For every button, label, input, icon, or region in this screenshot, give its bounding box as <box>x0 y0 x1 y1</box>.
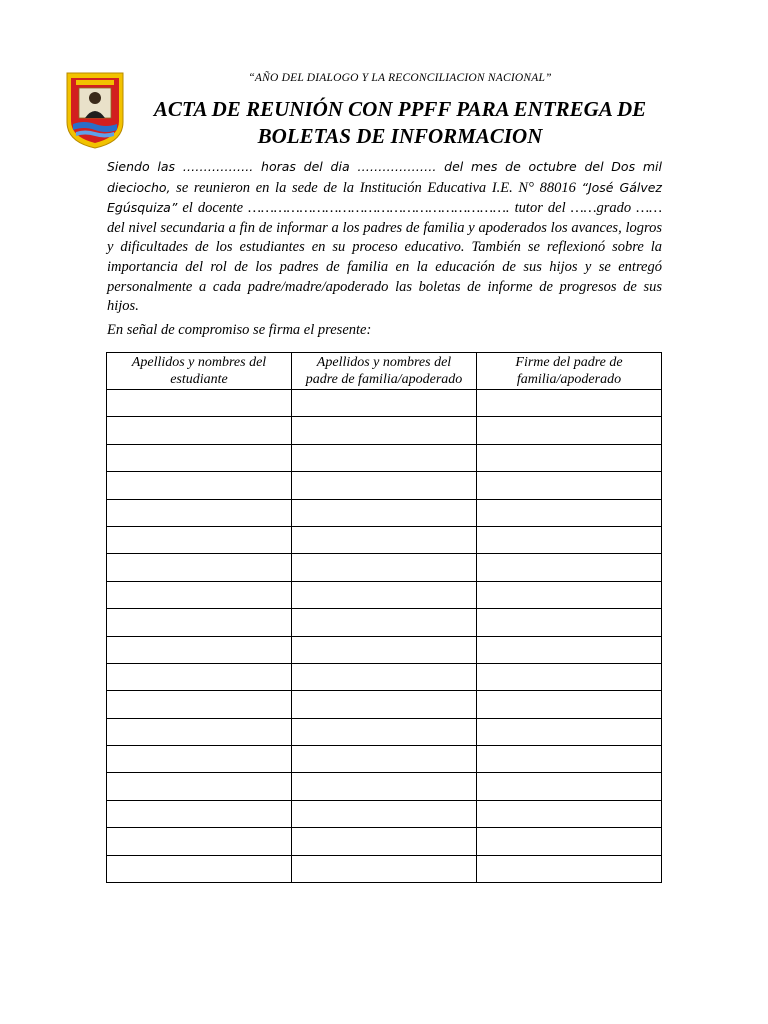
table-cell[interactable] <box>107 718 292 745</box>
signature-table <box>106 352 662 883</box>
document-title <box>130 96 670 150</box>
table-row <box>107 609 662 636</box>
table-cell[interactable] <box>107 773 292 800</box>
table-cell[interactable] <box>292 855 477 882</box>
table-row <box>107 663 662 690</box>
table-cell[interactable] <box>292 800 477 827</box>
table-cell[interactable] <box>292 636 477 663</box>
table-cell[interactable] <box>477 444 662 471</box>
column-header-student: Apellidos y nombres del estudiante <box>107 353 292 390</box>
paragraph-segment-2: se reunieron en la sede de la Institución Educativa I.E. N° 88016 <box>170 179 582 196</box>
table-cell[interactable] <box>107 663 292 690</box>
table-cell[interactable] <box>477 800 662 827</box>
table-cell[interactable] <box>477 746 662 773</box>
table-cell[interactable] <box>292 746 477 773</box>
paragraph-segment-1: Siendo las …………….. horas del dia ………………. del mes de octubre del Dos mil dieciocho, <box>107 159 662 195</box>
column-header-signature: Firme del padre de familia/apoderado <box>477 353 662 390</box>
paragraph-segment-4: el docente ……………………………………………………. tutor del ……grado …… del nivel secundaria a fin de informar a los padres de familia y apoderados los avances, logros y dificultades de los estudiantes en su proceso educativo. También se reflexionó sobre la importancia del rol de los padres de familia en la educación de sus hijos y se entregó personalmente a cada padre/madre/apoderado las boletas de informe de progresos de sus hijos. <box>107 200 662 315</box>
year-motto: “AÑO DEL DIALOGO Y LA RECONCILIACION NACIONAL” <box>248 72 552 84</box>
table-row <box>107 636 662 663</box>
table-cell[interactable] <box>107 691 292 718</box>
table-cell[interactable] <box>292 718 477 745</box>
table-cell[interactable] <box>107 746 292 773</box>
table-row <box>107 773 662 800</box>
table-row <box>107 472 662 499</box>
table-cell[interactable] <box>292 773 477 800</box>
table-row <box>107 499 662 526</box>
column-header-parent: Apellidos y nombres del padre de familia/apoderado <box>292 353 477 390</box>
table-row <box>107 554 662 581</box>
table-cell[interactable] <box>477 828 662 855</box>
table-cell[interactable] <box>107 472 292 499</box>
table-cell[interactable] <box>292 609 477 636</box>
table-cell[interactable] <box>292 691 477 718</box>
table-cell[interactable] <box>477 773 662 800</box>
table-row <box>107 581 662 608</box>
table-cell[interactable] <box>477 526 662 553</box>
table-cell[interactable] <box>477 718 662 745</box>
table-row <box>107 800 662 827</box>
table-cell[interactable] <box>107 554 292 581</box>
title-line-1: ACTA DE REUNIÓN CON PPFF PARA ENTREGA DE <box>153 97 647 121</box>
table-cell[interactable] <box>107 855 292 882</box>
table-cell[interactable] <box>107 581 292 608</box>
table-cell[interactable] <box>292 417 477 444</box>
meeting-record-paragraph <box>107 157 662 317</box>
school-crest-logo <box>64 70 126 150</box>
table-cell[interactable] <box>477 581 662 608</box>
table-cell[interactable] <box>107 828 292 855</box>
table-cell[interactable] <box>292 444 477 471</box>
school-name: “José Gálvez Egúsquiza” <box>107 179 662 216</box>
table-header-row <box>107 353 662 390</box>
signature-table-body <box>107 390 662 883</box>
table-cell[interactable] <box>107 526 292 553</box>
table-row <box>107 855 662 882</box>
commitment-statement: En señal de compromiso se firma el presente: <box>107 322 372 338</box>
table-cell[interactable] <box>477 390 662 417</box>
table-cell[interactable] <box>477 691 662 718</box>
table-cell[interactable] <box>477 554 662 581</box>
table-cell[interactable] <box>292 663 477 690</box>
table-cell[interactable] <box>292 526 477 553</box>
table-cell[interactable] <box>292 472 477 499</box>
table-cell[interactable] <box>107 444 292 471</box>
table-cell[interactable] <box>107 609 292 636</box>
table-cell[interactable] <box>477 636 662 663</box>
table-row <box>107 746 662 773</box>
table-row <box>107 417 662 444</box>
table-row <box>107 390 662 417</box>
table-cell[interactable] <box>292 390 477 417</box>
table-cell[interactable] <box>477 472 662 499</box>
table-cell[interactable] <box>292 554 477 581</box>
table-cell[interactable] <box>477 417 662 444</box>
table-cell[interactable] <box>107 499 292 526</box>
table-cell[interactable] <box>477 609 662 636</box>
table-cell[interactable] <box>107 800 292 827</box>
table-cell[interactable] <box>477 663 662 690</box>
table-cell[interactable] <box>107 390 292 417</box>
table-cell[interactable] <box>292 499 477 526</box>
table-row <box>107 828 662 855</box>
table-row <box>107 691 662 718</box>
table-row <box>107 526 662 553</box>
table-cell[interactable] <box>477 499 662 526</box>
table-cell[interactable] <box>292 828 477 855</box>
title-line-2: BOLETAS DE INFORMACION <box>257 124 543 148</box>
table-cell[interactable] <box>107 417 292 444</box>
table-row <box>107 444 662 471</box>
table-cell[interactable] <box>477 855 662 882</box>
table-cell[interactable] <box>107 636 292 663</box>
table-row <box>107 718 662 745</box>
table-cell[interactable] <box>292 581 477 608</box>
